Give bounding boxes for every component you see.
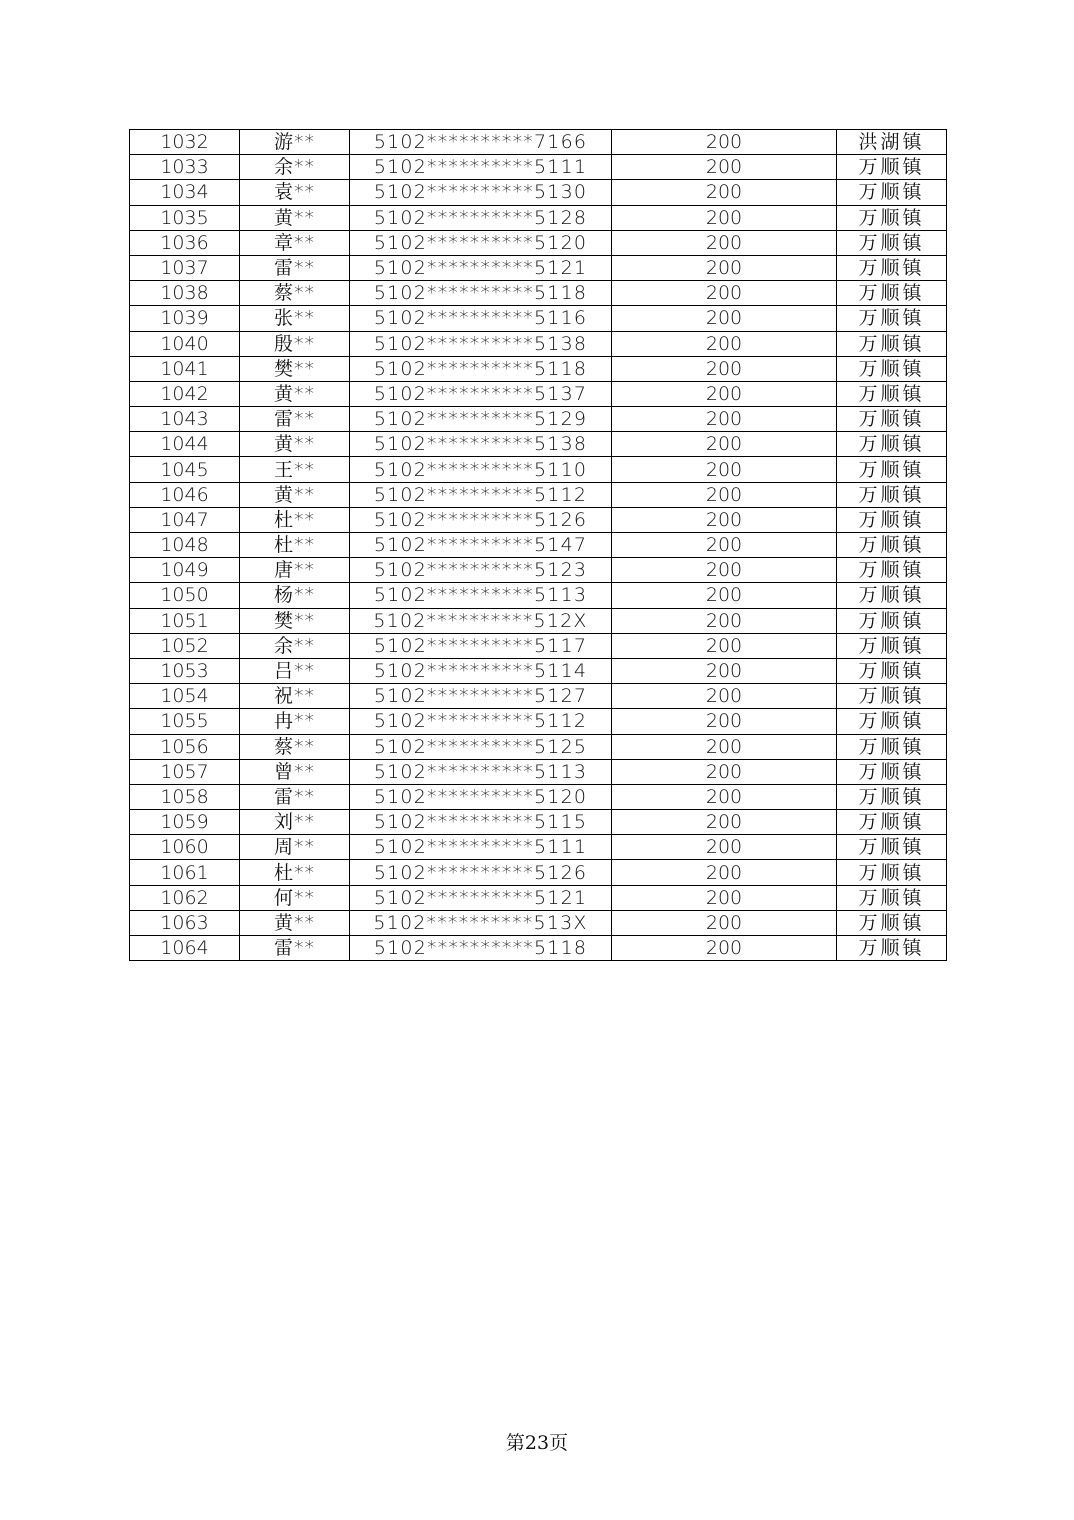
amount-cell: 200 — [612, 910, 837, 935]
table-row — [130, 860, 947, 885]
id-number-cell: 5102**********513X — [350, 910, 612, 935]
town-cell: 万顺镇 — [837, 583, 947, 608]
id-number-cell: 5102**********512X — [350, 608, 612, 633]
town-cell: 万顺镇 — [837, 885, 947, 910]
table-row — [130, 810, 947, 835]
table-row — [130, 633, 947, 658]
name-cell: 雷** — [240, 936, 350, 961]
name-cell: 殷** — [240, 331, 350, 356]
amount-cell: 200 — [612, 356, 837, 381]
town-cell: 万顺镇 — [837, 507, 947, 532]
amount-cell: 200 — [612, 205, 837, 230]
name-cell: 祝** — [240, 684, 350, 709]
town-cell: 万顺镇 — [837, 255, 947, 280]
amount-cell: 200 — [612, 507, 837, 532]
town-cell: 万顺镇 — [837, 910, 947, 935]
table-row — [130, 130, 947, 155]
amount-cell: 200 — [612, 684, 837, 709]
id-number-cell: 5102**********5117 — [350, 633, 612, 658]
town-cell: 万顺镇 — [837, 684, 947, 709]
sequence-cell: 1057 — [130, 759, 240, 784]
sequence-cell: 1044 — [130, 432, 240, 457]
amount-cell: 200 — [612, 759, 837, 784]
name-cell: 杜** — [240, 860, 350, 885]
sequence-cell: 1049 — [130, 558, 240, 583]
id-number-cell: 5102**********5110 — [350, 457, 612, 482]
table-row — [130, 608, 947, 633]
amount-cell: 200 — [612, 860, 837, 885]
name-cell: 樊** — [240, 356, 350, 381]
table-row — [130, 734, 947, 759]
sequence-cell: 1058 — [130, 784, 240, 809]
table-row — [130, 533, 947, 558]
town-cell: 万顺镇 — [837, 180, 947, 205]
town-cell: 万顺镇 — [837, 407, 947, 432]
amount-cell: 200 — [612, 432, 837, 457]
town-cell: 万顺镇 — [837, 608, 947, 633]
sequence-cell: 1032 — [130, 130, 240, 155]
id-number-cell: 5102**********5121 — [350, 885, 612, 910]
id-number-cell: 5102**********5112 — [350, 482, 612, 507]
sequence-cell: 1061 — [130, 860, 240, 885]
name-cell: 杜** — [240, 507, 350, 532]
table-row — [130, 482, 947, 507]
table-row — [130, 407, 947, 432]
name-cell: 黄** — [240, 482, 350, 507]
name-cell: 雷** — [240, 255, 350, 280]
amount-cell: 200 — [612, 407, 837, 432]
amount-cell: 200 — [612, 810, 837, 835]
id-number-cell: 5102**********5129 — [350, 407, 612, 432]
sequence-cell: 1064 — [130, 936, 240, 961]
table-row — [130, 658, 947, 683]
id-number-cell: 5102**********5111 — [350, 835, 612, 860]
name-cell: 雷** — [240, 784, 350, 809]
town-cell: 洪湖镇 — [837, 130, 947, 155]
id-number-cell: 5102**********5120 — [350, 784, 612, 809]
page-number: 第23页 — [505, 1432, 569, 1454]
id-number-cell: 5102**********7166 — [350, 130, 612, 155]
name-cell: 何** — [240, 885, 350, 910]
amount-cell: 200 — [612, 734, 837, 759]
name-cell: 蔡** — [240, 281, 350, 306]
name-cell: 游** — [240, 130, 350, 155]
amount-cell: 200 — [612, 936, 837, 961]
amount-cell: 200 — [612, 331, 837, 356]
name-cell: 周** — [240, 835, 350, 860]
sequence-cell: 1042 — [130, 381, 240, 406]
id-number-cell: 5102**********5125 — [350, 734, 612, 759]
name-cell: 张** — [240, 306, 350, 331]
sequence-cell: 1037 — [130, 255, 240, 280]
amount-cell: 200 — [612, 709, 837, 734]
sequence-cell: 1053 — [130, 658, 240, 683]
amount-cell: 200 — [612, 457, 837, 482]
amount-cell: 200 — [612, 835, 837, 860]
table-row — [130, 457, 947, 482]
id-number-cell: 5102**********5130 — [350, 180, 612, 205]
sequence-cell: 1050 — [130, 583, 240, 608]
amount-cell: 200 — [612, 381, 837, 406]
table-row — [130, 205, 947, 230]
table-row — [130, 432, 947, 457]
name-cell: 黄** — [240, 381, 350, 406]
id-number-cell: 5102**********5138 — [350, 432, 612, 457]
amount-cell: 200 — [612, 230, 837, 255]
amount-cell: 200 — [612, 130, 837, 155]
name-cell: 雷** — [240, 407, 350, 432]
name-cell: 唐** — [240, 558, 350, 583]
amount-cell: 200 — [612, 633, 837, 658]
id-number-cell: 5102**********5114 — [350, 658, 612, 683]
name-cell: 曾** — [240, 759, 350, 784]
roster-table — [129, 129, 947, 961]
amount-cell: 200 — [612, 281, 837, 306]
town-cell: 万顺镇 — [837, 558, 947, 583]
town-cell: 万顺镇 — [837, 230, 947, 255]
sequence-cell: 1051 — [130, 608, 240, 633]
amount-cell: 200 — [612, 533, 837, 558]
name-cell: 余** — [240, 155, 350, 180]
sequence-cell: 1056 — [130, 734, 240, 759]
sequence-cell: 1063 — [130, 910, 240, 935]
amount-cell: 200 — [612, 658, 837, 683]
name-cell: 吕** — [240, 658, 350, 683]
id-number-cell: 5102**********5127 — [350, 684, 612, 709]
table-row — [130, 709, 947, 734]
name-cell: 黄** — [240, 205, 350, 230]
name-cell: 袁** — [240, 180, 350, 205]
id-number-cell: 5102**********5147 — [350, 533, 612, 558]
table-row — [130, 230, 947, 255]
sequence-cell: 1045 — [130, 457, 240, 482]
amount-cell: 200 — [612, 784, 837, 809]
name-cell: 黄** — [240, 432, 350, 457]
town-cell: 万顺镇 — [837, 734, 947, 759]
sequence-cell: 1036 — [130, 230, 240, 255]
id-number-cell: 5102**********5113 — [350, 583, 612, 608]
table-row — [130, 281, 947, 306]
roster-table-body — [130, 130, 947, 961]
sequence-cell: 1059 — [130, 810, 240, 835]
id-number-cell: 5102**********5118 — [350, 936, 612, 961]
amount-cell: 200 — [612, 482, 837, 507]
id-number-cell: 5102**********5126 — [350, 860, 612, 885]
table-row — [130, 255, 947, 280]
id-number-cell: 5102**********5120 — [350, 230, 612, 255]
table-row — [130, 381, 947, 406]
sequence-cell: 1062 — [130, 885, 240, 910]
table-row — [130, 759, 947, 784]
town-cell: 万顺镇 — [837, 533, 947, 558]
sequence-cell: 1046 — [130, 482, 240, 507]
name-cell: 杜** — [240, 533, 350, 558]
sequence-cell: 1055 — [130, 709, 240, 734]
id-number-cell: 5102**********5118 — [350, 356, 612, 381]
table-row — [130, 331, 947, 356]
amount-cell: 200 — [612, 155, 837, 180]
id-number-cell: 5102**********5126 — [350, 507, 612, 532]
town-cell: 万顺镇 — [837, 381, 947, 406]
id-number-cell: 5102**********5128 — [350, 205, 612, 230]
town-cell: 万顺镇 — [837, 155, 947, 180]
town-cell: 万顺镇 — [837, 432, 947, 457]
town-cell: 万顺镇 — [837, 835, 947, 860]
id-number-cell: 5102**********5116 — [350, 306, 612, 331]
sequence-cell: 1054 — [130, 684, 240, 709]
sequence-cell: 1041 — [130, 356, 240, 381]
name-cell: 樊** — [240, 608, 350, 633]
town-cell: 万顺镇 — [837, 281, 947, 306]
sequence-cell: 1039 — [130, 306, 240, 331]
id-number-cell: 5102**********5111 — [350, 155, 612, 180]
town-cell: 万顺镇 — [837, 306, 947, 331]
sequence-cell: 1052 — [130, 633, 240, 658]
id-number-cell: 5102**********5112 — [350, 709, 612, 734]
town-cell: 万顺镇 — [837, 331, 947, 356]
town-cell: 万顺镇 — [837, 784, 947, 809]
town-cell: 万顺镇 — [837, 205, 947, 230]
amount-cell: 200 — [612, 255, 837, 280]
amount-cell: 200 — [612, 608, 837, 633]
name-cell: 杨** — [240, 583, 350, 608]
table-row — [130, 910, 947, 935]
town-cell: 万顺镇 — [837, 658, 947, 683]
name-cell: 余** — [240, 633, 350, 658]
amount-cell: 200 — [612, 583, 837, 608]
table-row — [130, 155, 947, 180]
town-cell: 万顺镇 — [837, 936, 947, 961]
town-cell: 万顺镇 — [837, 457, 947, 482]
town-cell: 万顺镇 — [837, 633, 947, 658]
sequence-cell: 1033 — [130, 155, 240, 180]
table-row — [130, 684, 947, 709]
name-cell: 刘** — [240, 810, 350, 835]
id-number-cell: 5102**********5138 — [350, 331, 612, 356]
table-row — [130, 583, 947, 608]
id-number-cell: 5102**********5137 — [350, 381, 612, 406]
name-cell: 王** — [240, 457, 350, 482]
table-row — [130, 835, 947, 860]
name-cell: 冉** — [240, 709, 350, 734]
id-number-cell: 5102**********5121 — [350, 255, 612, 280]
sequence-cell: 1040 — [130, 331, 240, 356]
sequence-cell: 1048 — [130, 533, 240, 558]
amount-cell: 200 — [612, 885, 837, 910]
id-number-cell: 5102**********5118 — [350, 281, 612, 306]
id-number-cell: 5102**********5113 — [350, 759, 612, 784]
id-number-cell: 5102**********5115 — [350, 810, 612, 835]
name-cell: 蔡** — [240, 734, 350, 759]
id-number-cell: 5102**********5123 — [350, 558, 612, 583]
amount-cell: 200 — [612, 306, 837, 331]
table-row — [130, 507, 947, 532]
table-row — [130, 936, 947, 961]
table-row — [130, 180, 947, 205]
sequence-cell: 1038 — [130, 281, 240, 306]
town-cell: 万顺镇 — [837, 709, 947, 734]
town-cell: 万顺镇 — [837, 860, 947, 885]
town-cell: 万顺镇 — [837, 759, 947, 784]
name-cell: 章** — [240, 230, 350, 255]
sequence-cell: 1060 — [130, 835, 240, 860]
sequence-cell: 1034 — [130, 180, 240, 205]
table-row — [130, 784, 947, 809]
table-row — [130, 885, 947, 910]
name-cell: 黄** — [240, 910, 350, 935]
town-cell: 万顺镇 — [837, 810, 947, 835]
table-row — [130, 558, 947, 583]
table-row — [130, 356, 947, 381]
sequence-cell: 1035 — [130, 205, 240, 230]
sequence-cell: 1043 — [130, 407, 240, 432]
sequence-cell: 1047 — [130, 507, 240, 532]
town-cell: 万顺镇 — [837, 356, 947, 381]
amount-cell: 200 — [612, 180, 837, 205]
table-row — [130, 306, 947, 331]
amount-cell: 200 — [612, 558, 837, 583]
town-cell: 万顺镇 — [837, 482, 947, 507]
